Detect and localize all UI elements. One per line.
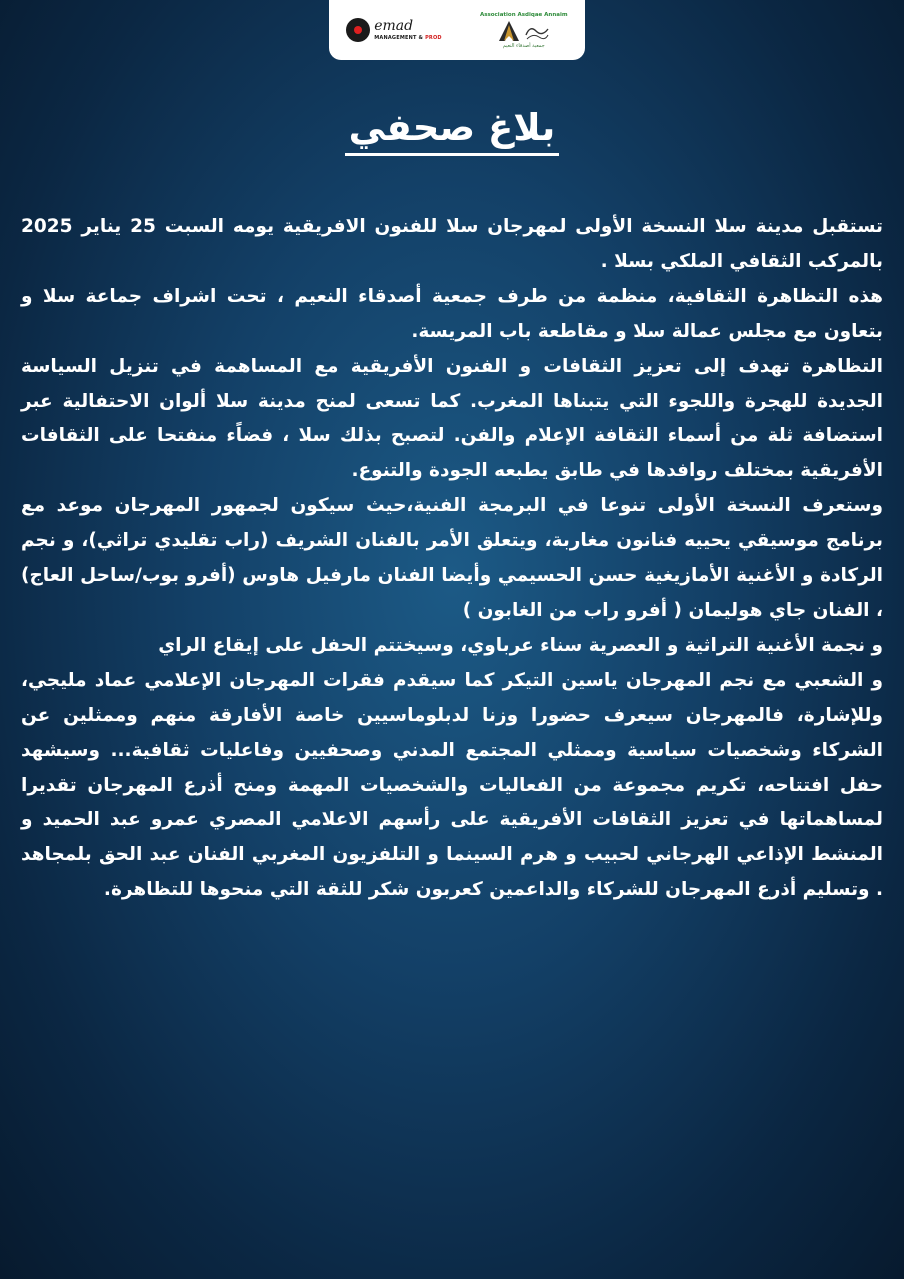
header-logos [329, 0, 585, 60]
vinyl-disc-icon [346, 18, 370, 42]
emad-logo-name: emad [374, 18, 414, 34]
association-logo [480, 12, 568, 49]
press-release-body [21, 210, 883, 908]
association-logo-arabic: جمعية أصدقاء النعيم [502, 42, 545, 49]
emad-logo [346, 18, 442, 42]
paragraph: و الشعبي مع نجم المهرجان ياسين التيكر كما سيقدم فقرات المهرجان الإعلامي عماد مليجي، وللإشارة، فالمهرجان سيعرف حضورا وزنا لدبلوماسيين خاصة الأفارقة منهم وممثلين عن الشركاء وشخصيات سياسية وممثلي المجتمع المدني وصحفيين وفاعليات ثقافية... وسيشهد حفل افتتاحه، تكريم مجموعة من الفعاليات والشخصيات المهمة ومنح أذرع المهرجان تقديرا لمساهماتها في تعزيز الثقافات الأفريقية على رأسهم الاعلامي المصري عمرو عبد الحميد و المنشط الإذاعي الهرجاني لحبيب و هرم السينما و التلفزيون المغربي الفنان عبد الحق بلمجاهد . وتسليم أذرع المهرجان للشركاء والداعمين كعربون شكر للثقة التي منحوها للتظاهرة. [21, 669, 883, 901]
emad-logo-subtitle: MANAGEMENT & PROD [374, 35, 442, 41]
page-title [0, 106, 904, 156]
paragraph: هذه التظاهرة الثقافية، منظمة من طرف جمعية أصدقاء النعيم ، تحت اشراف جماعة سلا و بتعاون مع مجلس عمالة سلا و مقاطعة باب المريسة. [21, 285, 883, 342]
paragraph: التظاهرة تهدف إلى تعزيز الثقافات و الفنون الأفريقية مع المساهمة في تنزيل السياسة الجديدة للهجرة واللجوء التي يتبناها المغرب. كما تسعى لمنح مدينة سلا ألوان الاحتفالية عبر استضافة ثلة من أسماء الثقافة الإعلام والفن. لتصبح بذلك سلا ، فضاًء منفتحا على الثقافات الأفريقية بمختلف روافدها في طابق يطبعه الجودة والتنوع. [21, 355, 883, 482]
page-title-text: بلاغ صحفي [345, 106, 560, 156]
association-logo-name: Association Asdiqae Annaim [479, 11, 568, 18]
paragraph: وستعرف النسخة الأولى تنوعا في البرمجة الفنية،حيث سيكون لجمهور المهرجان موعد مع برنامج موسيقي يحييه فنانون مغاربة، ويتعلق الأمر بالفنان الشريف (راب تقليدي تراثي)، و نجم الركادة و الأغنية الأمازيغية حسن الحسيمي وأيضا الفنان مارفيل هاوس (أفرو بوب/ساحل العاج) ، الفنان جاي هوليمان ( أفرو راب من الغابون ) [21, 495, 883, 621]
paragraph: تستقبل مدينة سلا النسخة الأولى لمهرجان سلا للفنون الافريقية يومه السبت 25 يناير 2025 بالمركب الثقافي الملكي بسلا . [21, 216, 883, 272]
paragraph: و نجمة الأغنية التراثية و العصرية سناء عرباوي، وسيختتم الحفل على إيقاع الراي [158, 634, 883, 656]
association-mark-icon [498, 20, 550, 42]
